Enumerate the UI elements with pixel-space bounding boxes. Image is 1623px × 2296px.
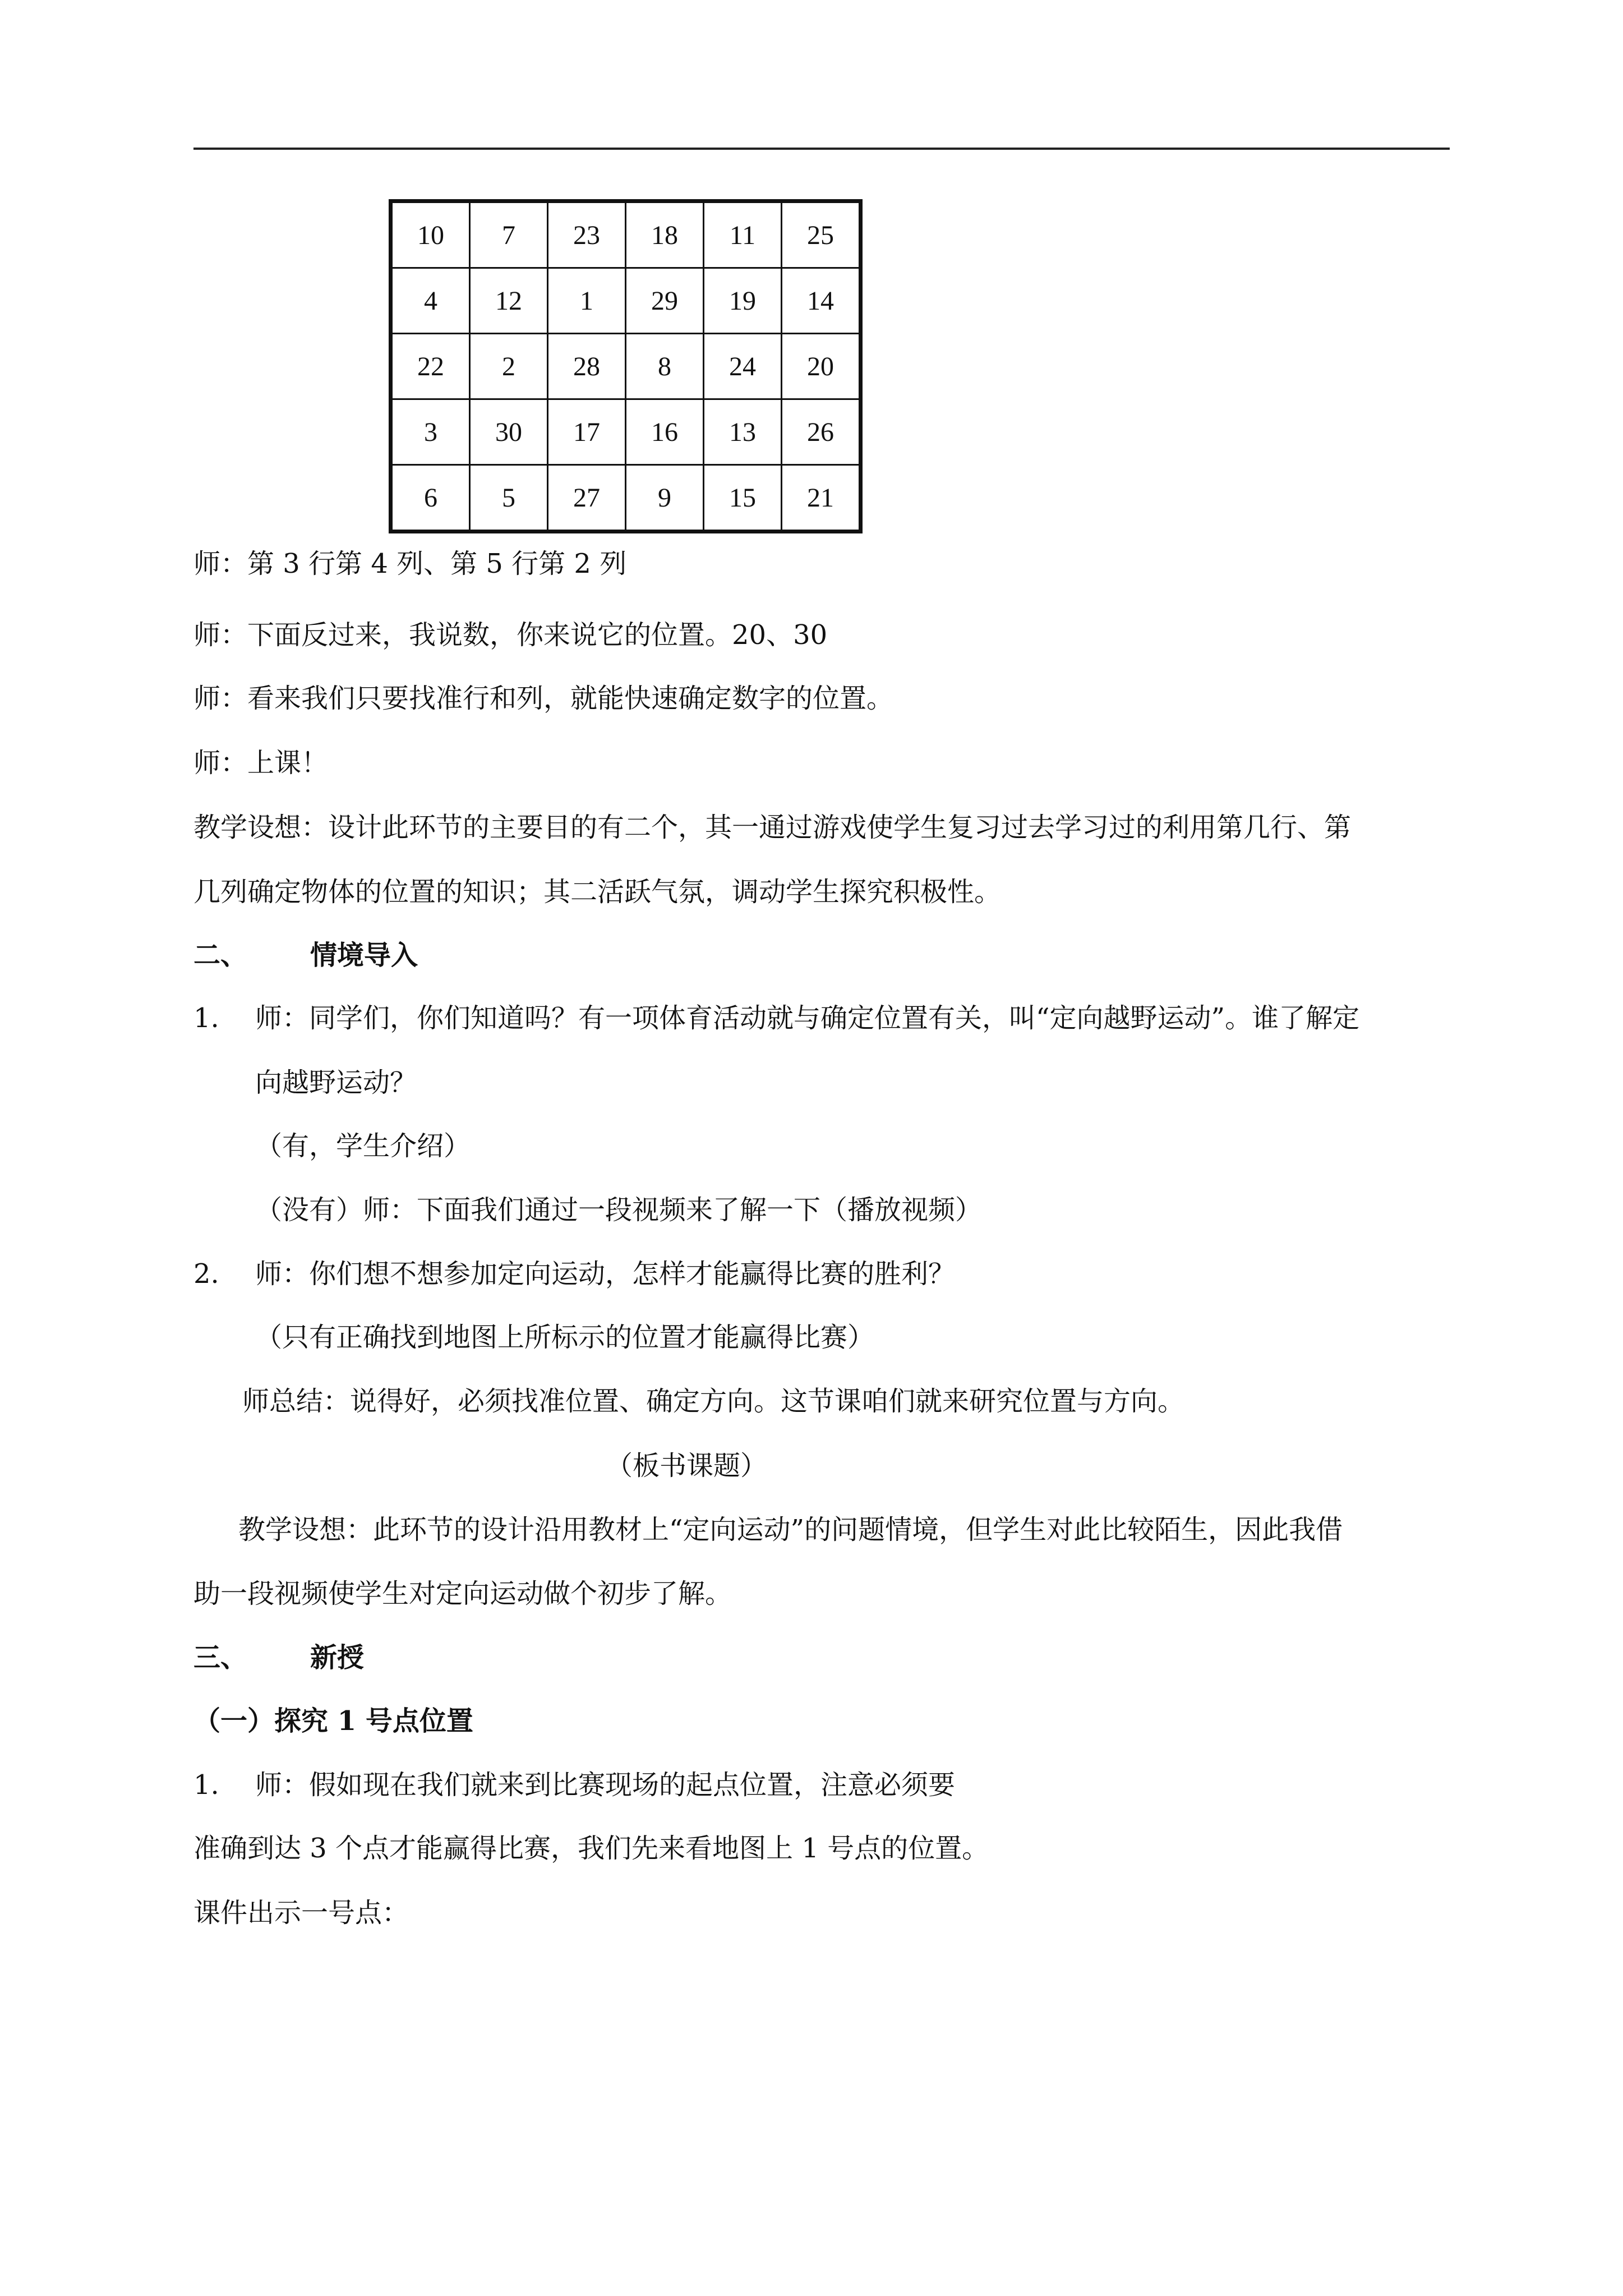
paragraph: 师：看来我们只要找准行和列，就能快速确定数字的位置。 — [193, 683, 894, 714]
section-heading: 情境导入 — [310, 940, 418, 971]
paragraph: 师：假如现在我们就来到比赛现场的起点位置，注意必须要 — [255, 1769, 956, 1801]
paragraph: 师：同学们，你们知道吗？有一项体育活动就与确定位置有关，叫“定向越野运动”。谁了解定 — [255, 1002, 1360, 1034]
section-marker: 三、 — [193, 1642, 248, 1673]
grid-cell: 28 — [548, 334, 626, 399]
grid-cell: 20 — [782, 334, 861, 399]
grid-cell: 9 — [626, 465, 704, 532]
grid-cell: 7 — [470, 201, 548, 268]
grid-cell: 6 — [391, 465, 470, 532]
paragraph: 准确到达 3 个点才能赢得比赛，我们先来看地图上 1 号点的位置。 — [193, 1833, 989, 1864]
paragraph: 师：下面反过来，我说数，你来说它的位置。20、30 — [193, 619, 828, 651]
grid-row — [391, 399, 861, 465]
paragraph: 师总结：说得好，必须找准位置、确定方向。这节课咱们就来研究位置与方向。 — [242, 1386, 1185, 1417]
list-marker: 1. — [193, 1769, 219, 1801]
grid-cell: 18 — [626, 201, 704, 268]
grid-row — [391, 334, 861, 399]
grid-cell: 14 — [782, 268, 861, 334]
grid-cell: 3 — [391, 399, 470, 465]
grid-cell: 26 — [782, 399, 861, 465]
grid-cell: 1 — [548, 268, 626, 334]
grid-cell: 21 — [782, 465, 861, 532]
paragraph: （没有）师：下面我们通过一段视频来了解一下（播放视频） — [255, 1194, 983, 1226]
paragraph: 课件出示一号点： — [193, 1897, 409, 1929]
section-heading: 新授 — [310, 1642, 365, 1673]
grid-cell: 8 — [626, 334, 704, 399]
grid-cell: 17 — [548, 399, 626, 465]
grid-cell: 23 — [548, 201, 626, 268]
grid-cell: 24 — [704, 334, 782, 399]
paragraph: （有，学生介绍） — [255, 1130, 471, 1162]
grid-cell: 27 — [548, 465, 626, 532]
grid-cell: 10 — [391, 201, 470, 268]
grid-cell: 4 — [391, 268, 470, 334]
grid-cell: 5 — [470, 465, 548, 532]
paragraph: 师：你们想不想参加定向运动，怎样才能赢得比赛的胜利？ — [255, 1258, 956, 1290]
grid-cell: 19 — [704, 268, 782, 334]
grid-cell: 13 — [704, 399, 782, 465]
paragraph: 教学设想：设计此环节的主要目的有二个，其一通过游戏使学生复习过去学习过的利用第几行、第 — [193, 812, 1352, 843]
grid-cell: 12 — [470, 268, 548, 334]
grid-cell: 30 — [470, 399, 548, 465]
subsection-heading: （一）探究 1 号点位置 — [193, 1705, 473, 1737]
grid-cell: 11 — [704, 201, 782, 268]
grid-cell: 22 — [391, 334, 470, 399]
paragraph: （板书课题） — [606, 1450, 768, 1481]
paragraph: （只有正确找到地图上所标示的位置才能赢得比赛） — [255, 1322, 875, 1353]
grid-cell: 25 — [782, 201, 861, 268]
list-marker: 2. — [193, 1258, 219, 1290]
grid-row — [391, 465, 861, 532]
grid-row — [391, 268, 861, 334]
paragraph: 几列确定物体的位置的知识；其二活跃气氛，调动学生探究积极性。 — [193, 876, 1002, 908]
section-marker: 二、 — [193, 940, 248, 971]
paragraph: 师：第 3 行第 4 列、第 5 行第 2 列 — [193, 548, 627, 579]
grid-cell: 15 — [704, 465, 782, 532]
grid-cell: 2 — [470, 334, 548, 399]
paragraph: 教学设想：此环节的设计沿用教材上“定向运动”的问题情境，但学生对此比较陌生，因此我借 — [238, 1514, 1343, 1545]
paragraph: 师：上课！ — [193, 747, 329, 779]
grid-cell: 29 — [626, 268, 704, 334]
grid-row — [391, 201, 861, 268]
header-rule — [193, 148, 1450, 150]
number-grid — [389, 199, 863, 533]
paragraph: 助一段视频使学生对定向运动做个初步了解。 — [193, 1578, 732, 1609]
paragraph: 向越野运动？ — [255, 1067, 417, 1098]
list-marker: 1. — [193, 1002, 219, 1034]
grid-cell: 16 — [626, 399, 704, 465]
